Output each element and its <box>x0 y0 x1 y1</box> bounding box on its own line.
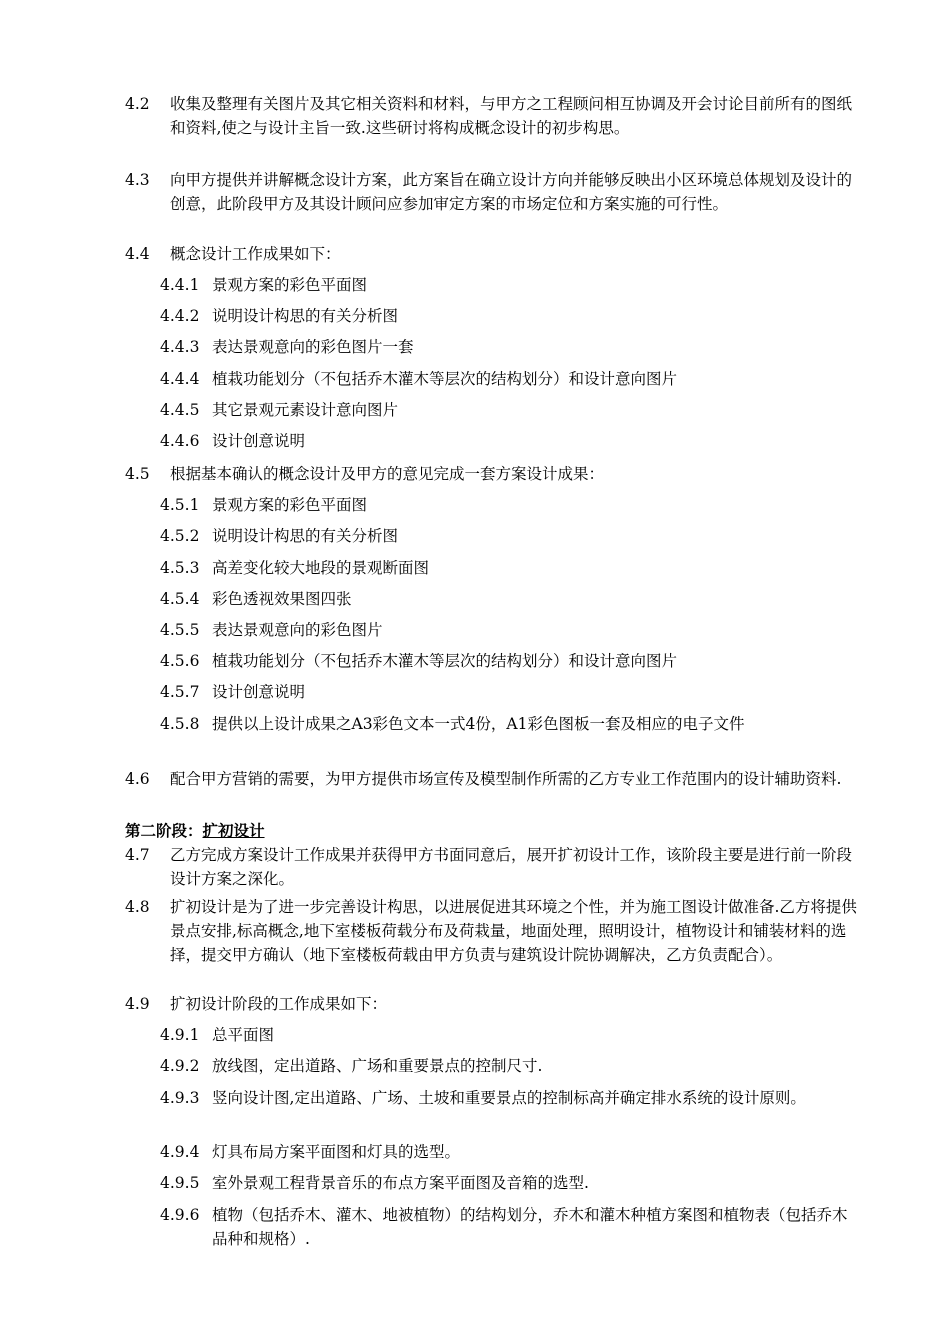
section-text: 向甲方提供并讲解概念设计方案，此方案旨在确立设计方向并能够反映出小区环境总体规划及设计的创意，此阶段甲方及其设计顾问应参加审定方案的市场定位和方案实施的可行性。 <box>170 171 853 213</box>
section-number: 4.3 <box>125 171 150 189</box>
item-text: 植栽功能划分（不包括乔木灌木等层次的结构划分）和设计意向图片 <box>212 652 678 670</box>
section-4-8 <box>125 895 860 967</box>
list-item <box>160 1171 860 1195</box>
phase-prefix: 第二阶段： <box>125 822 203 840</box>
section-text: 配合甲方营销的需要，为甲方提供市场宣传及模型制作所需的乙方专业工作范围内的设计辅助资料. <box>170 770 842 788</box>
item-text: 灯具布局方案平面图和灯具的选型。 <box>212 1143 461 1161</box>
list-item <box>160 1140 860 1164</box>
section-number: 4.8 <box>125 898 150 916</box>
section-number: 4.9 <box>125 995 150 1013</box>
section-text: 乙方完成方案设计工作成果并获得甲方书面同意后，展开扩初设计工作，该阶段主要是进行前一阶段设计方案之深化。 <box>170 846 853 888</box>
item-number: 4.9.4 <box>160 1143 200 1161</box>
item-text: 其它景观元素设计意向图片 <box>212 401 399 419</box>
list-item <box>160 493 860 517</box>
section-number: 4.7 <box>125 846 150 864</box>
item-number: 4.4.5 <box>160 401 200 419</box>
section-text: 根据基本确认的概念设计及甲方的意见完成一套方案设计成果： <box>170 465 605 483</box>
section-4-6 <box>125 767 860 791</box>
section-text: 收集及整理有关图片及其它相关资料和材料，与甲方之工程顾问相互协调及开会讨论目前所有的图纸和资料,使之与设计主旨一致.这些研讨将构成概念设计的初步构思。 <box>170 95 853 137</box>
section-number: 4.4 <box>125 245 150 263</box>
section-4-9 <box>125 992 860 1016</box>
phase-heading <box>125 819 265 843</box>
item-number: 4.5.2 <box>160 527 200 545</box>
list-item <box>160 429 860 453</box>
item-text: 植物（包括乔木、灌木、地被植物）的结构划分，乔木和灌木种植方案图和植物表（包括乔木品种和规格）. <box>212 1206 848 1248</box>
section-4-5 <box>125 462 860 486</box>
phase-title: 扩初设计 <box>202 822 265 840</box>
list-item <box>160 524 860 548</box>
item-number: 4.9.6 <box>160 1206 200 1224</box>
item-number: 4.5.3 <box>160 559 200 577</box>
item-number: 4.5.5 <box>160 621 200 639</box>
section-4-7 <box>125 843 860 891</box>
list-item <box>160 1086 860 1110</box>
list-item <box>160 367 860 391</box>
item-number: 4.9.3 <box>160 1089 200 1107</box>
item-number: 4.4.2 <box>160 307 200 325</box>
item-number: 4.9.2 <box>160 1057 200 1075</box>
item-text: 室外景观工程背景音乐的布点方案平面图及音箱的选型. <box>212 1174 589 1192</box>
list-item <box>160 398 860 422</box>
item-number: 4.4.4 <box>160 370 200 388</box>
item-number: 4.9.1 <box>160 1026 200 1044</box>
section-text: 扩初设计阶段的工作成果如下： <box>170 995 388 1013</box>
item-text: 说明设计构思的有关分析图 <box>212 527 399 545</box>
list-item <box>160 304 860 328</box>
item-number: 4.9.5 <box>160 1174 200 1192</box>
section-4-4 <box>125 242 860 266</box>
item-text: 总平面图 <box>212 1026 275 1044</box>
item-text: 植栽功能划分（不包括乔木灌木等层次的结构划分）和设计意向图片 <box>212 370 678 388</box>
section-4-2 <box>125 92 860 140</box>
list-item <box>160 335 860 359</box>
list-item <box>160 587 860 611</box>
item-number: 4.5.1 <box>160 496 200 514</box>
list-item <box>160 680 860 704</box>
section-number: 4.2 <box>125 95 150 113</box>
item-text: 表达景观意向的彩色图片一套 <box>212 338 414 356</box>
item-text: 提供以上设计成果之A3彩色文本一式4份，A1彩色图板一套及相应的电子文件 <box>212 715 745 733</box>
item-text: 设计创意说明 <box>212 432 306 450</box>
item-number: 4.4.6 <box>160 432 200 450</box>
section-text: 扩初设计是为了进一步完善设计构思，以进展促进其环境之个性，并为施工图设计做准备.乙方将提供景点安排,标高概念,地下室楼板荷载分布及荷栽量，地面处理，照明设计，植物设计和铺装材料的选择，提交甲方确认（地下室楼板荷载由甲方负责与建筑设计院协调解决，乙方负责配合）。 <box>170 898 857 964</box>
item-text: 景观方案的彩色平面图 <box>212 276 368 294</box>
item-number: 4.5.7 <box>160 683 200 701</box>
item-text: 设计创意说明 <box>212 683 306 701</box>
item-text: 放线图，定出道路、广场和重要景点的控制尺寸. <box>212 1057 543 1075</box>
list-item <box>160 273 860 297</box>
item-text: 表达景观意向的彩色图片 <box>212 621 383 639</box>
item-number: 4.5.6 <box>160 652 200 670</box>
list-item <box>160 1054 860 1078</box>
list-item <box>160 1023 860 1047</box>
item-text: 高差变化较大地段的景观断面图 <box>212 559 430 577</box>
list-item <box>160 618 860 642</box>
list-item <box>160 1203 860 1251</box>
item-number: 4.4.3 <box>160 338 200 356</box>
list-item <box>160 556 860 580</box>
item-text: 说明设计构思的有关分析图 <box>212 307 399 325</box>
section-text: 概念设计工作成果如下： <box>170 245 341 263</box>
item-text: 竖向设计图,定出道路、广场、土坡和重要景点的控制标高并确定排水系统的设计原则。 <box>212 1089 806 1107</box>
item-number: 4.5.8 <box>160 715 200 733</box>
list-item <box>160 649 860 673</box>
section-number: 4.5 <box>125 465 150 483</box>
item-number: 4.5.4 <box>160 590 200 608</box>
section-4-3 <box>125 168 860 216</box>
list-item <box>160 712 860 736</box>
section-number: 4.6 <box>125 770 150 788</box>
item-text: 景观方案的彩色平面图 <box>212 496 368 514</box>
item-text: 彩色透视效果图四张 <box>212 590 352 608</box>
item-number: 4.4.1 <box>160 276 200 294</box>
